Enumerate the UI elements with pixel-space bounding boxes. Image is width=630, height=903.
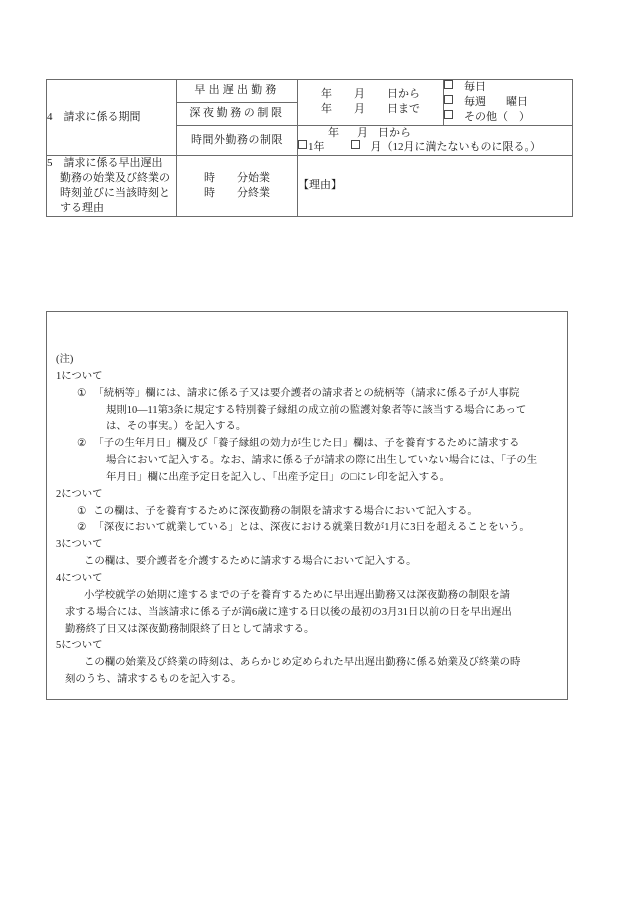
section5-label-line-2: 勤務の始業及び終業の xyxy=(60,172,170,185)
notes-item-1-1 xyxy=(77,386,558,403)
section5-label-line-3: 時刻並びに当該時刻と xyxy=(60,186,170,199)
notes-para-5-line-2: 刻のうち、請求するものを記入する。 xyxy=(65,674,242,686)
end-time-field[interactable]: 時 分終業 xyxy=(204,186,270,199)
notes-heading-3: 3について xyxy=(56,539,103,551)
overtime-from-day: 日から xyxy=(378,126,411,139)
notes-item-1-1-line-3: は、その事実。）を記入する。 xyxy=(106,421,247,433)
checkbox-icon[interactable] xyxy=(444,95,453,104)
overtime-duration-row xyxy=(298,140,572,155)
frequency-options-cell xyxy=(444,80,573,126)
notes-title: (注) xyxy=(56,354,74,365)
checkbox-icon[interactable] xyxy=(298,140,307,149)
circled-number-icon: ① xyxy=(77,505,87,517)
overtime-from-row xyxy=(298,126,572,141)
checkbox-icon[interactable] xyxy=(444,110,453,119)
kind-cell-overtime-limit: 時間外勤務の制限 xyxy=(177,125,298,156)
frequency-option-weekly-label: 毎週 xyxy=(464,95,486,108)
checkbox-icon[interactable] xyxy=(444,80,453,89)
notes-para-3-line-1: この欄は、要介護者を介護するために請求する場合において記入する。 xyxy=(84,556,417,568)
frequency-option-daily[interactable] xyxy=(444,80,572,95)
overtime-option-months: 月（12月に満たないものに限る。） xyxy=(370,141,541,154)
notes-item-2-2 xyxy=(77,520,558,537)
period-from-row xyxy=(321,88,420,100)
overtime-from-month: 月 xyxy=(357,126,368,139)
notes-item-1-2-line-2: 場合において記入する。なお、請求に係る子が請求の際に出生していない場合には、「子の生 xyxy=(106,455,538,467)
section5-label-line-4: する理由 xyxy=(60,201,104,214)
notes-para-4-line-2: 求する場合には、当該請求に係る子が満6歳に達する日以後の最初の3月31日以前の日を早出遅出 xyxy=(65,606,512,618)
notes-para-5-line-1: この欄の始業及び終業の時刻は、あらかじめ定められた早出遅出勤務に係る始業及び終業の時 xyxy=(84,657,521,669)
notes-item-1-2-line-1: 「子の生年月日」欄及び「養子縁組の効力が生じた日」欄は、子を養育するために請求する xyxy=(93,438,520,450)
notes-para-4-line-3: 勤務終了日又は深夜勤務制限終了日として請求する。 xyxy=(65,623,315,635)
reason-cell[interactable] xyxy=(298,156,573,216)
claim-period-form-table xyxy=(46,79,573,217)
section5-label-line-1: 5 請求に係る早出遅出 xyxy=(47,157,163,170)
frequency-option-daily-label: 毎日 xyxy=(464,81,486,93)
period-to-row xyxy=(321,103,420,115)
work-time-cell xyxy=(177,156,298,216)
checkbox-icon[interactable] xyxy=(351,140,360,149)
notes-heading-1: 1について xyxy=(56,370,103,382)
overtime-from-year: 年 xyxy=(328,126,339,139)
section4-label-cell xyxy=(47,80,177,156)
notes-item-1-1-line-1: 「続柄等」欄には、請求に係る子又は要介護者の請求者との続柄等（請求に係る子が人事院 xyxy=(93,387,520,399)
circled-number-icon: ① xyxy=(77,387,87,399)
notes-heading-4: 4について xyxy=(56,572,103,584)
notes-item-2-1-line-1: この欄は、子を養育するために深夜勤務の制限を請求する場合において記入する。 xyxy=(93,505,478,517)
section5-label-cell xyxy=(47,156,177,216)
notes-item-1-1-line-2: 規則10—11第3条に規定する特別養子縁組の成立前の監護対象者等に該当する場合にあって xyxy=(106,404,527,416)
table-row xyxy=(47,156,573,216)
frequency-option-weekly-suffix: 曜日 xyxy=(506,95,528,108)
notes-item-1-2-line-3: 年月日」欄に出産予定日を記入し、「出産予定日」の□にレ印を記入する。 xyxy=(106,471,450,483)
period-from-month: 月 xyxy=(354,88,365,101)
notes-item-1-2 xyxy=(77,436,558,453)
notes-heading-5: 5について xyxy=(56,640,103,652)
notes-item-2-2-line-1: 「深夜において就業している」とは、深夜における就業日数が1月に3日を超えることをいう。 xyxy=(93,522,530,534)
notes-para-4-line-1: 小学校就学の始期に達するまでの子を養育するために早出遅出勤務又は深夜勤務の制限を請 xyxy=(84,589,511,601)
period-to-year: 年 xyxy=(321,103,332,116)
table-row xyxy=(47,80,573,103)
period-range-cell xyxy=(298,80,444,126)
overtime-period-cell xyxy=(298,125,573,156)
frequency-option-other[interactable] xyxy=(444,110,572,125)
notes-item-2-1 xyxy=(77,504,558,521)
notes-box xyxy=(46,311,568,700)
kind-cell-early-late-duty: 早出遅出勤務 xyxy=(177,80,298,103)
circled-number-icon: ② xyxy=(77,438,87,450)
frequency-option-weekly[interactable] xyxy=(444,95,572,110)
period-to-day: 日まで xyxy=(387,103,420,116)
period-from-year: 年 xyxy=(321,88,332,101)
circled-number-icon: ② xyxy=(77,522,87,534)
start-time-field[interactable]: 時 分始業 xyxy=(204,172,270,185)
overtime-option-one-year: 1年 xyxy=(308,141,325,154)
period-to-month: 月 xyxy=(354,103,365,116)
notes-heading-2: 2について xyxy=(56,488,103,500)
frequency-option-other-label: その他（ ） xyxy=(464,110,530,123)
kind-cell-night-duty-limit: 深夜勤務の制限 xyxy=(177,102,298,125)
period-from-day: 日から xyxy=(387,88,420,101)
reason-heading: 【理由】 xyxy=(298,179,342,192)
section4-label-line: 4 請求に係る期間 xyxy=(47,111,141,124)
